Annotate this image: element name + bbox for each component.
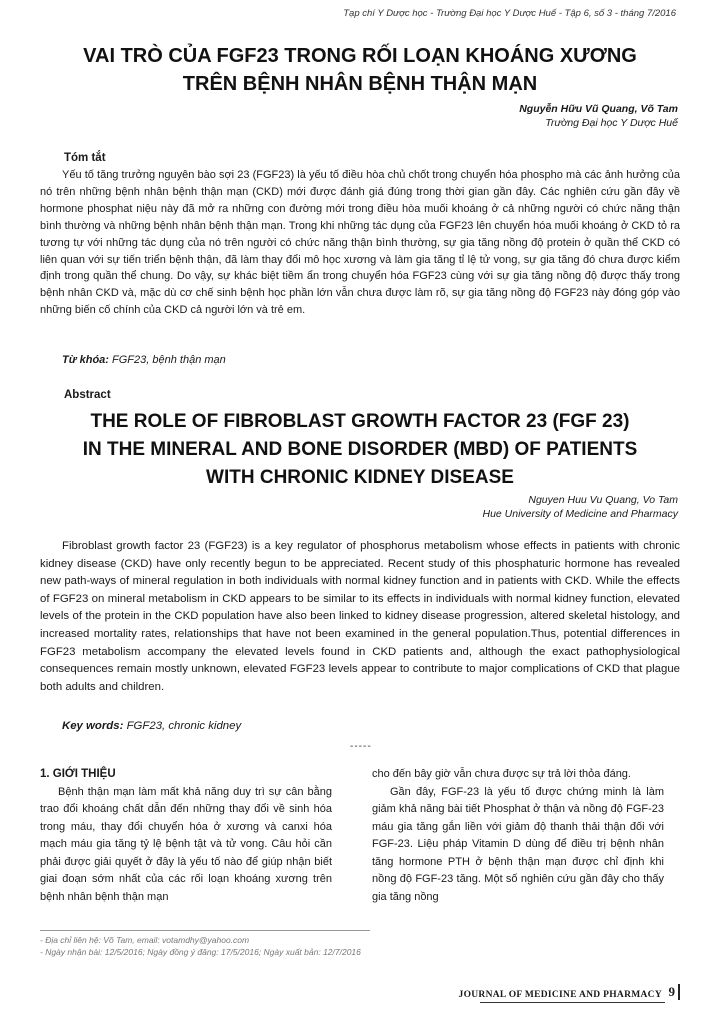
footnote bbox=[40, 930, 370, 958]
intro-left-column bbox=[40, 766, 332, 906]
abstract-text-en: Fibroblast growth factor 23 (FGF23) is a key regulator of phosphorus metabolism whose effects in patients with chronic kidney disease (CKD) have only recently begun to be appreciated. Recent study of this phosphaturic hormone has revealed new path-ways of mineral regulation in both individuals with normal kidney function and in patients with CKD. While the effects of FGF23 on mineral metabolism in CKD appears to be similar to its effects in individuals with normal kidney function, elevated levels of the protein in the CKD population have also been linked to kidney disease progression, altered skeletal histology, and increased mortality rates, relationships that have not been examined in the general population.Thus, potential differences in FGF23 metabolism accompany the elevated levels found in CKD patients and, although the exact pathophysiological consequences remain mostly unknown, elevated FGF23 levels appear to contribute to major complications of CKD that plague both adults and children. bbox=[40, 540, 680, 693]
abstract-heading-vi: Tóm tắt bbox=[64, 152, 106, 164]
title-en-line-3: WITH CHRONIC KIDNEY DISEASE bbox=[206, 467, 514, 488]
keywords-label-vi: Từ khóa: bbox=[62, 354, 109, 366]
affiliation-vi: Trường Đại học Y Dược Huế bbox=[545, 117, 678, 129]
title-en-line-1: THE ROLE OF FIBROBLAST GROWTH FACTOR 23 (FGF 23) bbox=[90, 411, 630, 432]
intro-right-column bbox=[372, 766, 664, 906]
running-header: Tạp chí Y Dược học - Trường Đại học Y Dược Huế - Tập 6, số 3 - tháng 7/2016 bbox=[343, 8, 676, 19]
abstract-heading-en: Abstract bbox=[64, 389, 111, 401]
intro-right-paragraph-2: Gần đây, FGF-23 là yếu tố được chứng minh là làm giảm khả năng bài tiết Phosphat ở thận và nồng độ FGF-23 máu gia tăng gắn liền với giảm độ thanh thải thận đối với FGF-23. Liệu pháp Vitamin D dùng để điều trị bệnh nhân tăng hormone PTH ở bệnh thận mạn được chỉ định khi nồng độ FGF-23 tăng. Một số nghiên cứu gần đây cho thấy gia tăng nồng bbox=[372, 785, 664, 903]
authors-en: Nguyen Huu Vu Quang, Vo Tam bbox=[528, 494, 678, 506]
authors-block-en bbox=[482, 493, 678, 521]
keywords-value-en: FGF23, chronic kidney bbox=[126, 720, 242, 732]
keywords-label-en: Key words: bbox=[62, 720, 124, 732]
intro-heading: 1. GIỚI THIỆU bbox=[40, 768, 116, 780]
keywords-vi bbox=[62, 354, 226, 366]
keywords-en bbox=[62, 720, 241, 732]
section-separator: ----- bbox=[350, 741, 372, 752]
page-number: 9 bbox=[669, 984, 681, 1000]
title-english bbox=[40, 408, 680, 492]
authors-vi: Nguyễn Hữu Vũ Quang, Võ Tam bbox=[519, 103, 678, 115]
footnote-contact: - Địa chỉ liên hệ: Võ Tam, email: votamdhy@yahoo.com bbox=[40, 935, 250, 945]
title-vi-line-2: TRÊN BỆNH NHÂN BỆNH THẬN MẠN bbox=[182, 73, 538, 95]
footer-rule bbox=[480, 1002, 665, 1003]
authors-block-vi bbox=[519, 102, 678, 130]
title-en-line-2: IN THE MINERAL AND BONE DISORDER (MBD) OF PATIENTS bbox=[82, 439, 638, 460]
abstract-text-vi: Yếu tố tăng trưởng nguyên bào sợi 23 (FGF23) là yếu tố điều hòa chủ chốt trong chuyển hóa phospho mà các ảnh hưởng của nó trên những bệnh nhân bệnh thận mạn (CKD) mới được đánh giá đúng trong thời gian gần đây. Các nghiên cứu gần đây về hormone phosphat niệu này đã mở ra những con đường mới trong điều hòa muối khoáng ở cả những người có chức năng thận bình thường và những bệnh nhân bệnh thận mạn. Trong khi những tác dụng của FGF23 lên chuyển hóa muối khoáng ở CKD tỏ ra tương tự với những tác dụng của nó trên người có chức năng thận bình thường, sự gia tăng nồng độ protein ở quần thể CKD có liên quan với sự tiến triển bệnh thận, đã làm thay đổi mô học xương và làm gia tăng tỉ lệ tử vong, sự gia tăng đó chưa được kiểm định trong quần thể chung. Do vậy, sự khác biệt tiềm ẩn trong chuyển hóa FGF23 cùng với sự gia tăng nồng độ được thấy trong bệnh nhân CKD và, mặc dù cơ chế sinh bệnh học phần lớn vẫn chưa được làm rõ, sự gia tăng nồng độ FGF23 này đóng góp vào những biến cố chính của CKD cả người lớn và trẻ em. bbox=[40, 169, 680, 317]
footer-journal-name: JOURNAL OF MEDICINE AND PHARMACY bbox=[458, 990, 662, 1000]
intro-right-paragraph-1: cho đến bây giờ vẫn chưa được sự trả lời thỏa đáng. bbox=[372, 768, 631, 780]
intro-left-paragraph: Bệnh thận mạn làm mất khả năng duy trì sự cân bằng trao đổi khoáng chất dẫn đến những thay đổi về sinh hóa trong máu, thay đổi chuyển hóa ở xương và canxi hóa mạch máu gia tăng tỷ lệ bệnh tật và tử vong. Câu hỏi cần phải được giải quyết ở đây là yếu tố nào để giúp nhận biết giai đoạn sớm nhất của các rối loạn khoáng xương trên bệnh nhân bệnh thận mạn bbox=[40, 785, 332, 903]
title-vi-line-1: VAI TRÒ CỦA FGF23 TRONG RỐI LOẠN KHOÁNG XƯƠNG bbox=[83, 45, 637, 67]
keywords-value-vi: FGF23, bệnh thận mạn bbox=[112, 354, 226, 366]
footnote-dates: - Ngày nhận bài: 12/5/2016; Ngày đồng ý đăng: 17/5/2016; Ngày xuất bản: 12/7/2016 bbox=[40, 947, 361, 957]
title-vietnamese bbox=[40, 42, 680, 98]
affiliation-en: Hue University of Medicine and Pharmacy bbox=[482, 508, 678, 520]
